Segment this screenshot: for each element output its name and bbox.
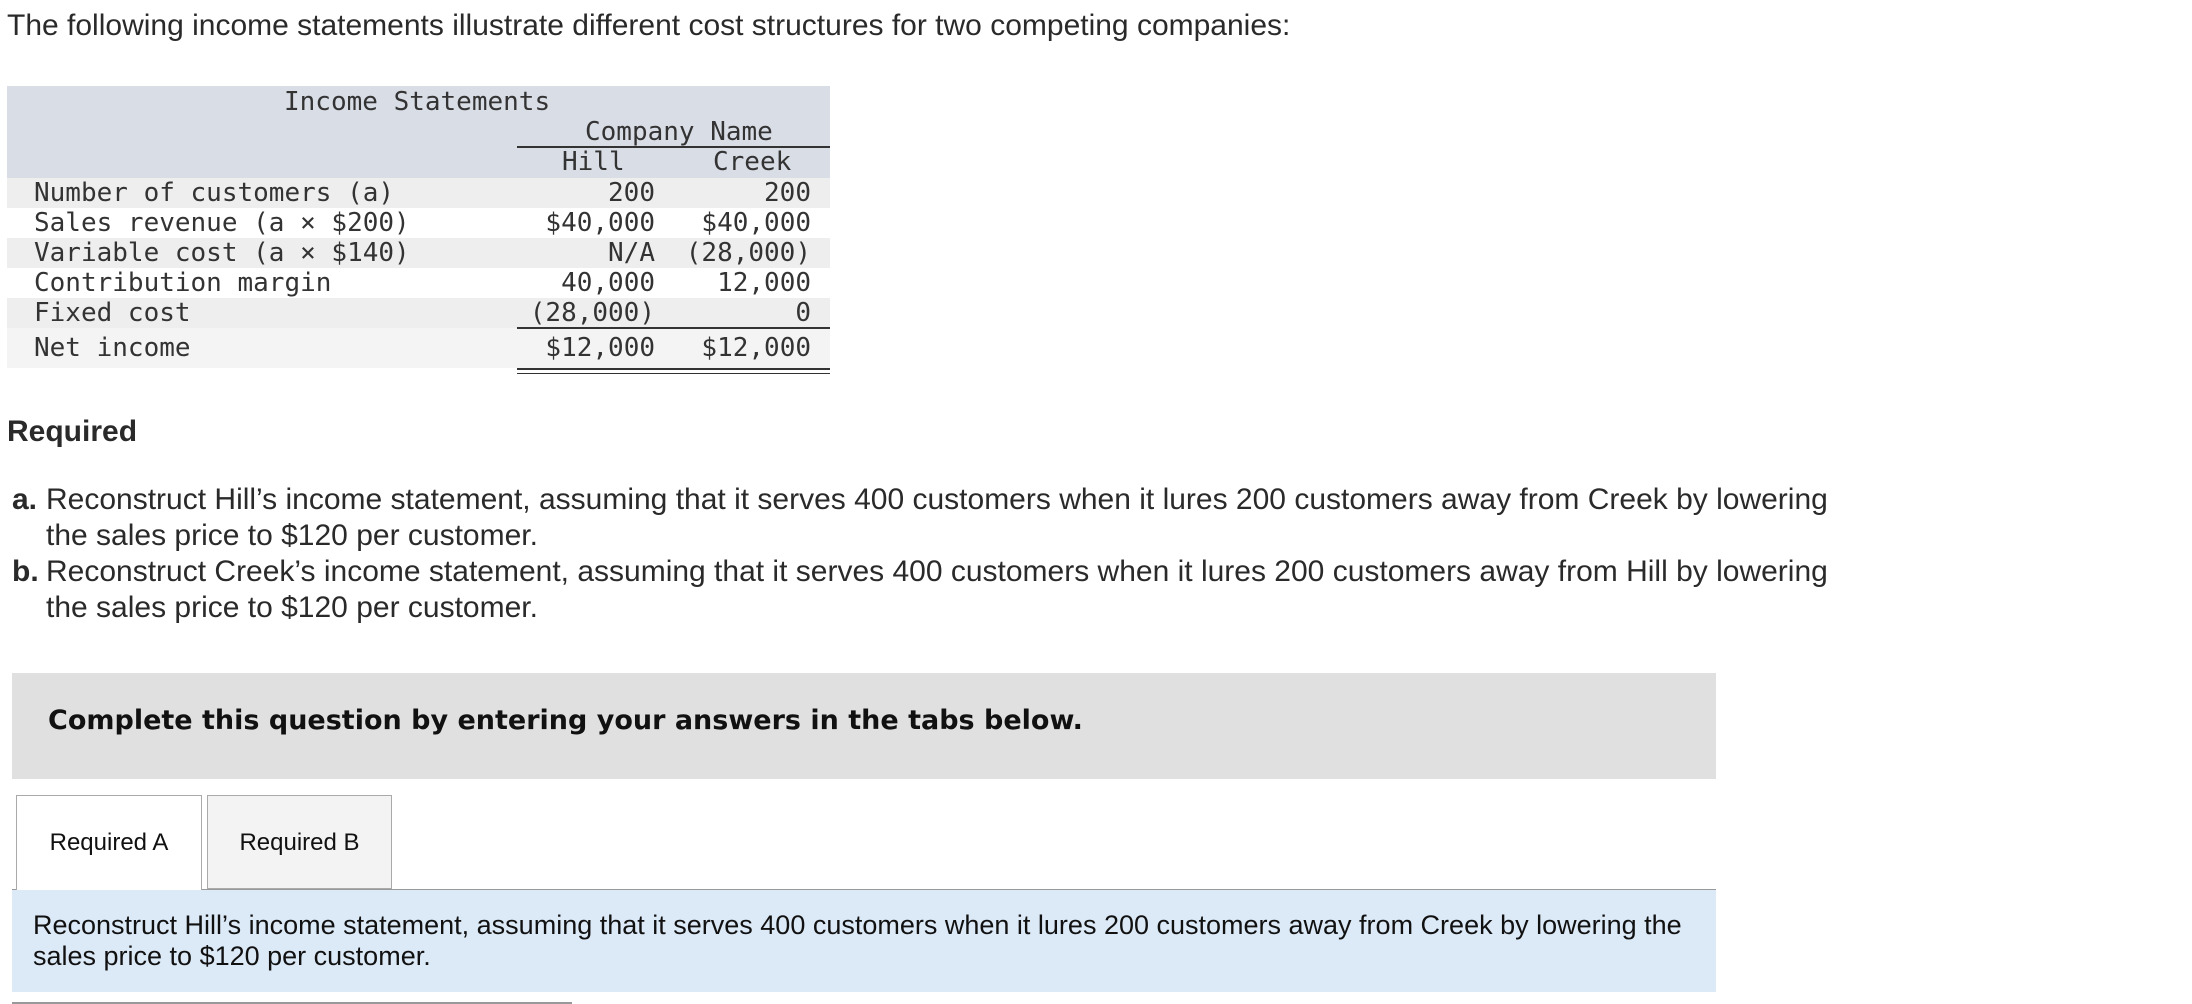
creek-value: 0 (795, 298, 811, 328)
subtotal-rule (517, 327, 830, 329)
required-list (12, 482, 1832, 626)
row-label: Contribution margin (34, 268, 332, 298)
row-label: Sales revenue (a × $200) (34, 208, 410, 238)
tab-panel-required-a (12, 890, 1716, 992)
hill-value: N/A (608, 238, 655, 268)
income-statements-table (7, 86, 830, 368)
list-item (12, 554, 1832, 626)
list-item (12, 482, 1832, 554)
intro-text: The following income statements illustrate different cost structures for two competing companies: (7, 9, 1291, 42)
tab-required-a[interactable]: Required A (16, 795, 202, 891)
hill-value: 200 (608, 178, 655, 208)
hill-value: $40,000 (545, 208, 655, 238)
item-letter: b. (12, 555, 39, 588)
table-title: Income Statements (284, 87, 551, 117)
creek-value: $12,000 (701, 333, 811, 363)
row-label: Variable cost (a × $140) (34, 238, 410, 268)
table-row (7, 238, 830, 268)
column-header-creek: Creek (713, 147, 792, 177)
table-header (7, 86, 830, 178)
column-header-hill: Hill (562, 147, 625, 177)
table-row (7, 208, 830, 238)
table-row (7, 298, 830, 328)
table-row (7, 178, 830, 208)
table-row (7, 268, 830, 298)
creek-value: 12,000 (717, 268, 811, 298)
panel-instruction: Reconstruct Hill’s income statement, assuming that it serves 400 customers when it lures 200 customers away from Creek by lowering the sales price to $120 per customer. (33, 910, 1682, 971)
instruction-text: Complete this question by entering your answers in the tabs below. (48, 705, 1083, 736)
required-heading: Required (7, 415, 138, 448)
company-name-header (517, 116, 830, 148)
hill-value: $12,000 (545, 333, 655, 363)
item-text: Reconstruct Creek’s income statement, assuming that it serves 400 customers when it lures 200 customers away from Hill by lowering the sales price to $120 per customer. (46, 555, 1828, 624)
tab-required-b[interactable]: Required B (207, 795, 392, 889)
instruction-banner (12, 673, 1716, 779)
hill-value: 40,000 (561, 268, 655, 298)
table-row-total (7, 328, 830, 368)
creek-value: $40,000 (701, 208, 811, 238)
row-label: Number of customers (a) (34, 178, 395, 208)
company-name-label: Company Name (585, 117, 773, 147)
item-text: Reconstruct Hill’s income statement, assuming that it serves 400 customers when it lures 200 customers away from Creek by lowering the sales price to $120 per customer. (46, 483, 1828, 552)
creek-value: (28,000) (685, 238, 811, 268)
item-letter: a. (12, 483, 38, 516)
total-double-rule (517, 368, 830, 374)
row-label: Net income (34, 333, 191, 363)
creek-value: 200 (764, 178, 811, 208)
hill-value: (28,000) (529, 298, 655, 328)
row-label: Fixed cost (34, 298, 191, 328)
